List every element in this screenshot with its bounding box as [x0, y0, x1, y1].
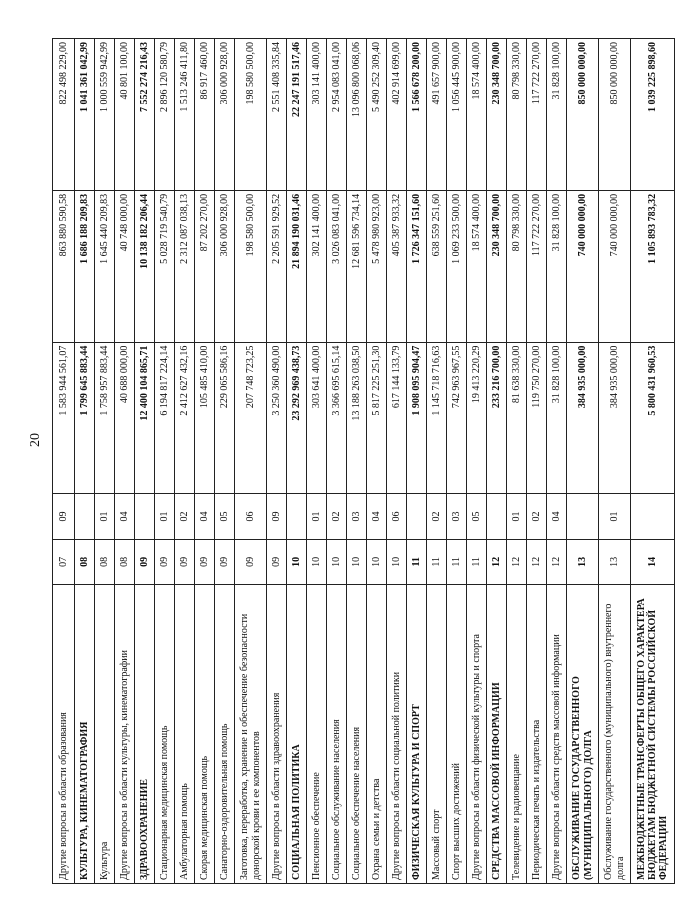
amount-1: 6 194 817 224,14 [155, 342, 175, 494]
subsection-code: 04 [367, 494, 387, 539]
section-code: 13 [599, 539, 631, 584]
amount-2: 1 686 188 209,83 [75, 190, 95, 342]
amount-3: 402 914 699,00 [387, 39, 407, 191]
section-code: 09 [175, 539, 195, 584]
section-code: 09 [215, 539, 235, 584]
amount-1: 2 412 627 432,16 [175, 342, 195, 494]
amount-2: 117 722 270,00 [527, 190, 547, 342]
amount-2: 1 726 347 151,60 [407, 190, 427, 342]
table-row [507, 39, 527, 884]
table-row [195, 39, 215, 884]
amount-3: 1 513 246 411,80 [175, 39, 195, 191]
item-name: Амбулаторная помощь [175, 584, 195, 883]
amount-1: 384 935 000,00 [599, 342, 631, 494]
subsection-code [287, 494, 307, 539]
table-row [347, 39, 367, 884]
subsection-code: 01 [307, 494, 327, 539]
amount-2: 405 387 933,32 [387, 190, 407, 342]
amount-1: 5 800 431 960,53 [631, 342, 675, 494]
item-name: Другие вопросы в области здравоохранения [267, 584, 287, 883]
amount-1: 5 817 225 251,30 [367, 342, 387, 494]
amount-2: 5 478 980 923,00 [367, 190, 387, 342]
table-row [287, 39, 307, 884]
amount-2: 3 026 083 041,00 [327, 190, 347, 342]
table-row [387, 39, 407, 884]
item-name: КУЛЬТУРА, КИНЕМАТОГРАФИЯ [75, 584, 95, 883]
amount-2: 2 312 087 038,13 [175, 190, 195, 342]
amount-1: 31 828 100,00 [547, 342, 567, 494]
subsection-code: 03 [347, 494, 367, 539]
table-row [487, 39, 507, 884]
amount-2: 31 828 100,00 [547, 190, 567, 342]
section-code: 10 [327, 539, 347, 584]
table-row [235, 39, 267, 884]
amount-3: 491 657 900,00 [427, 39, 447, 191]
subsection-code: 02 [175, 494, 195, 539]
table-row [367, 39, 387, 884]
amount-2: 740 000 000,00 [567, 190, 599, 342]
subsection-code: 04 [195, 494, 215, 539]
item-name: Санаторно-оздоровительная помощь [215, 584, 235, 883]
amount-1: 12 400 104 865,71 [135, 342, 155, 494]
amount-1: 233 216 700,00 [487, 342, 507, 494]
section-code: 09 [155, 539, 175, 584]
subsection-code: 01 [507, 494, 527, 539]
item-name: СОЦИАЛЬНАЯ ПОЛИТИКА [287, 584, 307, 883]
amount-3: 22 247 191 517,46 [287, 39, 307, 191]
budget-table [52, 38, 675, 884]
table-row [267, 39, 287, 884]
amount-3: 31 828 100,00 [547, 39, 567, 191]
section-code: 12 [507, 539, 527, 584]
amount-3: 822 498 229,00 [53, 39, 75, 191]
item-name: Другие вопросы в области физической культуры и спорта [467, 584, 487, 883]
table-row [215, 39, 235, 884]
amount-1: 3 250 360 490,00 [267, 342, 287, 494]
amount-3: 40 801 100,00 [115, 39, 135, 191]
amount-3: 1 056 445 900,00 [447, 39, 467, 191]
amount-1: 384 935 000,00 [567, 342, 599, 494]
subsection-code: 01 [95, 494, 115, 539]
section-code: 09 [267, 539, 287, 584]
subsection-code [135, 494, 155, 539]
item-name: Другие вопросы в области образования [53, 584, 75, 883]
item-name: Стационарная медицинская помощь [155, 584, 175, 883]
subsection-code: 02 [527, 494, 547, 539]
amount-3: 2 954 083 041,00 [327, 39, 347, 191]
table-row [631, 39, 675, 884]
amount-2: 80 798 330,00 [507, 190, 527, 342]
section-code: 10 [387, 539, 407, 584]
section-code: 12 [527, 539, 547, 584]
section-code: 10 [287, 539, 307, 584]
amount-2: 21 894 190 031,46 [287, 190, 307, 342]
amount-1: 303 641 400,00 [307, 342, 327, 494]
item-name: Пенсионное обеспечение [307, 584, 327, 883]
section-code: 11 [467, 539, 487, 584]
section-code: 09 [135, 539, 155, 584]
amount-1: 23 292 969 438,73 [287, 342, 307, 494]
table-row [115, 39, 135, 884]
item-name: Спорт высших достижений [447, 584, 467, 883]
amount-3: 117 722 270,00 [527, 39, 547, 191]
table-row [547, 39, 567, 884]
amount-1: 119 750 270,00 [527, 342, 547, 494]
table-row [567, 39, 599, 884]
item-name: ОБСЛУЖИВАНИЕ ГОСУДАРСТВЕННОГО (МУНИЦИПАЛЬНОГО) ДОЛГА [567, 584, 599, 883]
table-row [599, 39, 631, 884]
amount-2: 87 202 270,00 [195, 190, 215, 342]
section-code: 11 [447, 539, 467, 584]
amount-2: 198 580 500,00 [235, 190, 267, 342]
table-row [95, 39, 115, 884]
amount-3: 1 566 678 200,00 [407, 39, 427, 191]
table-row [53, 39, 75, 884]
table-row [447, 39, 467, 884]
item-name: Культура [95, 584, 115, 883]
amount-3: 80 798 330,00 [507, 39, 527, 191]
table-row [155, 39, 175, 884]
item-name: Массовый спорт [427, 584, 447, 883]
subsection-code [567, 494, 599, 539]
amount-3: 850 000 000,00 [599, 39, 631, 191]
subsection-code: 05 [467, 494, 487, 539]
amount-3: 1 041 361 042,99 [75, 39, 95, 191]
item-name: СРЕДСТВА МАССОВОЙ ИНФОРМАЦИИ [487, 584, 507, 883]
amount-3: 86 917 460,00 [195, 39, 215, 191]
subsection-code [407, 494, 427, 539]
amount-2: 2 205 591 929,52 [267, 190, 287, 342]
table-row [407, 39, 427, 884]
subsection-code [631, 494, 675, 539]
amount-2: 10 138 182 206,44 [135, 190, 155, 342]
amount-2: 12 681 596 734,14 [347, 190, 367, 342]
table-row [427, 39, 447, 884]
section-code: 12 [547, 539, 567, 584]
subsection-code: 06 [235, 494, 267, 539]
item-name: Телевидение и радиовещание [507, 584, 527, 883]
amount-3: 2 896 120 580,79 [155, 39, 175, 191]
subsection-code: 05 [215, 494, 235, 539]
table-row [307, 39, 327, 884]
amount-2: 638 559 251,60 [427, 190, 447, 342]
amount-2: 18 574 400,00 [467, 190, 487, 342]
section-code: 11 [407, 539, 427, 584]
amount-1: 207 748 723,25 [235, 342, 267, 494]
section-code: 08 [95, 539, 115, 584]
table-row [327, 39, 347, 884]
amount-2: 230 348 700,00 [487, 190, 507, 342]
amount-2: 5 028 719 540,79 [155, 190, 175, 342]
amount-2: 40 748 000,00 [115, 190, 135, 342]
subsection-code: 01 [155, 494, 175, 539]
table-row [175, 39, 195, 884]
amount-3: 5 490 252 309,40 [367, 39, 387, 191]
subsection-code: 03 [447, 494, 467, 539]
amount-1: 1 145 718 716,63 [427, 342, 447, 494]
subsection-code: 09 [53, 494, 75, 539]
item-name: Другие вопросы в области культуры, кинематографии [115, 584, 135, 883]
amount-3: 7 552 274 216,43 [135, 39, 155, 191]
section-code: 13 [567, 539, 599, 584]
amount-3: 18 574 400,00 [467, 39, 487, 191]
amount-1: 19 413 220,29 [467, 342, 487, 494]
subsection-code: 02 [327, 494, 347, 539]
amount-3: 1 039 225 898,60 [631, 39, 675, 191]
amount-3: 303 141 400,00 [307, 39, 327, 191]
table-row [75, 39, 95, 884]
section-code: 08 [75, 539, 95, 584]
amount-3: 850 000 000,00 [567, 39, 599, 191]
amount-1: 617 144 133,79 [387, 342, 407, 494]
amount-1: 40 688 000,00 [115, 342, 135, 494]
amount-1: 13 188 263 038,50 [347, 342, 367, 494]
subsection-code: 06 [387, 494, 407, 539]
item-name: Другие вопросы в области социальной политики [387, 584, 407, 883]
subsection-code: 09 [267, 494, 287, 539]
item-name: Обслуживание государственного (муниципального) внутреннего долга [599, 584, 631, 883]
amount-2: 302 141 400,00 [307, 190, 327, 342]
item-name: Социальное обслуживание населения [327, 584, 347, 883]
item-name: ФИЗИЧЕСКАЯ КУЛЬТУРА И СПОРТ [407, 584, 427, 883]
amount-1: 1 908 095 904,47 [407, 342, 427, 494]
item-name: Охрана семьи и детства [367, 584, 387, 883]
amount-2: 1 645 440 209,83 [95, 190, 115, 342]
amount-3: 1 000 559 942,99 [95, 39, 115, 191]
section-code: 10 [307, 539, 327, 584]
budget-table-body [53, 39, 675, 884]
section-code: 14 [631, 539, 675, 584]
budget-table-rotated [52, 38, 670, 884]
amount-1: 1 799 645 883,44 [75, 342, 95, 494]
amount-3: 2 551 408 335,84 [267, 39, 287, 191]
section-code: 09 [195, 539, 215, 584]
amount-1: 1 583 944 561,07 [53, 342, 75, 494]
item-name: Социальное обеспечение населения [347, 584, 367, 883]
section-code: 12 [487, 539, 507, 584]
amount-2: 1 105 893 783,32 [631, 190, 675, 342]
section-code: 09 [235, 539, 267, 584]
section-code: 11 [427, 539, 447, 584]
amount-2: 740 000 000,00 [599, 190, 631, 342]
subsection-code: 02 [427, 494, 447, 539]
section-code: 08 [115, 539, 135, 584]
table-row [527, 39, 547, 884]
amount-2: 863 880 590,58 [53, 190, 75, 342]
subsection-code: 04 [115, 494, 135, 539]
section-code: 10 [347, 539, 367, 584]
amount-2: 306 000 928,00 [215, 190, 235, 342]
amount-2: 1 069 233 500,00 [447, 190, 467, 342]
item-name: Скорая медицинская помощь [195, 584, 215, 883]
amount-1: 229 065 586,16 [215, 342, 235, 494]
item-name: Периодическая печать и издательства [527, 584, 547, 883]
amount-1: 742 963 967,55 [447, 342, 467, 494]
section-code: 10 [367, 539, 387, 584]
page-number: 20 [28, 433, 43, 447]
section-code: 07 [53, 539, 75, 584]
subsection-code: 01 [599, 494, 631, 539]
item-name: ЗДРАВООХРАНЕНИЕ [135, 584, 155, 883]
item-name: Другие вопросы в области средств массовой информации [547, 584, 567, 883]
subsection-code: 04 [547, 494, 567, 539]
subsection-code [75, 494, 95, 539]
amount-1: 81 638 330,00 [507, 342, 527, 494]
subsection-code [487, 494, 507, 539]
table-row [467, 39, 487, 884]
item-name: Заготовка, переработка, хранение и обеспечение безопасности донорской крови и ее компонентов [235, 584, 267, 883]
item-name: МЕЖБЮДЖЕТНЫЕ ТРАНСФЕРТЫ ОБЩЕГО ХАРАКТЕРА БЮДЖЕТАМ БЮДЖЕТНОЙ СИСТЕМЫ РОССИЙСКОЙ ФЕДЕРАЦИИ [631, 584, 675, 883]
amount-1: 1 758 957 883,44 [95, 342, 115, 494]
amount-3: 230 348 700,00 [487, 39, 507, 191]
amount-1: 105 485 410,00 [195, 342, 215, 494]
amount-1: 3 366 695 615,14 [327, 342, 347, 494]
amount-3: 306 000 928,00 [215, 39, 235, 191]
table-row [135, 39, 155, 884]
amount-3: 198 580 500,00 [235, 39, 267, 191]
amount-3: 13 096 800 068,06 [347, 39, 367, 191]
